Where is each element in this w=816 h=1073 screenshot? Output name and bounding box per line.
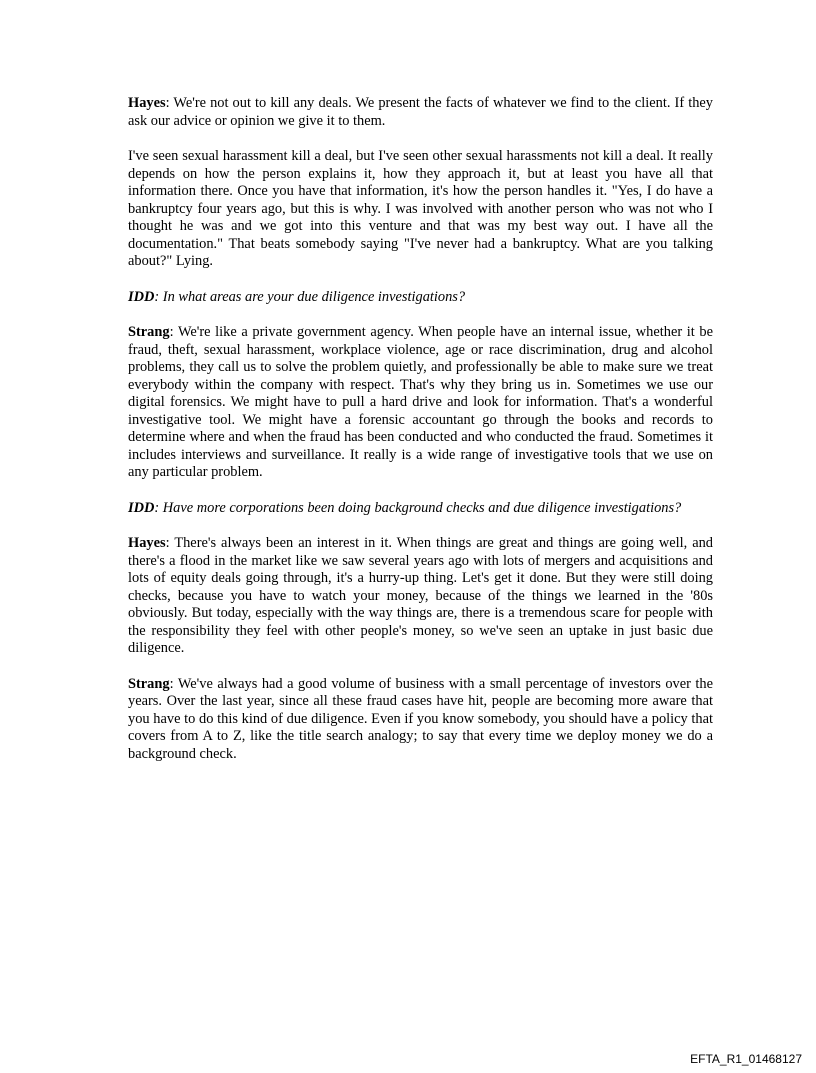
paragraph-strang-agency	[128, 324, 713, 482]
paragraph-sexual-harassment	[128, 148, 713, 271]
speaker-label: Strang	[128, 675, 170, 692]
paragraph-strang-volume	[128, 676, 713, 764]
document-body	[128, 95, 713, 781]
speaker-label: Strang	[128, 324, 170, 340]
speaker-label: Hayes	[128, 535, 166, 551]
paragraph-hayes-interest	[128, 535, 713, 658]
paragraph-text: : In what areas are your due diligence investigations?	[154, 288, 466, 305]
paragraph-text: I've seen sexual harassment kill a deal, but I've seen other sexual harassments not kill a deal. It really depends on how the person explains it, how they approach it, but at least you have all that information there. Once you have that information, it's how the person handles it. "Yes, I do have a bankruptcy four years ago, but this is why. I was involved with another person who was not who I thought he was and we got into this venture and that was my best way out. I have all the documentation." That beats somebody saying "I've never had a bankruptcy. What are you talking about?" Lying.	[128, 148, 713, 269]
paragraph-text: : There's always been an interest in it. When things are great and things are going well, and there's a flood in the market like we saw several years ago with lots of mergers and acquisitions and lots of equity deals going through, it's a hurry-up thing. Let's get it done. But they were still doing checks, because you have to watch your money, because of the things we learned in the '80s obviously. But today, especially with the way things are, there is a tremendous scare for people with the responsibility they feel with other people's money, so we've seen an uptake in just basic due diligence.	[128, 535, 713, 656]
paragraph-hayes-deals	[128, 95, 713, 130]
paragraph-text: : We've always had a good volume of business with a small percentage of investors over the years. Over the last year, since all these fraud cases have hit, people are becoming more aware that you have to do this kind of due diligence. Even if you know somebody, you should have a policy that covers from A to Z, like the title search analogy; to say that every time we deploy money we do a background check.	[128, 675, 713, 762]
document-id: EFTA_R1_01468127	[690, 1052, 802, 1066]
paragraph-text: : We're like a private government agency. When people have an internal issue, whether it be fraud, theft, sexual harassment, workplace violence, age or race discrimination, drug and alcohol problems, they call us to solve the problem quietly, and professionally be able to make sure we treat everybody within the company with respect. That's why they bring us in. Sometimes we use our digital forensics. We might have to pull a hard drive and look for information. That's a wonderful investigative tool. We might have a forensic accountant go through the books and records to determine where and when the fraud has been conducted and who conducted the fraud. Sometimes it includes interviews and surveillance. It really is a wide range of investigative tools that we use on any particular problem.	[128, 324, 713, 480]
question-background-checks	[128, 500, 713, 518]
paragraph-text: : Have more corporations been doing background checks and due diligence investigations?	[154, 499, 682, 516]
speaker-label: IDD	[128, 499, 155, 516]
speaker-label: Hayes	[128, 95, 166, 111]
question-due-diligence-areas	[128, 289, 713, 307]
speaker-label: IDD	[128, 288, 155, 305]
paragraph-text: : We're not out to kill any deals. We present the facts of whatever we find to the client. If they ask our advice or opinion we give it to them.	[128, 95, 713, 129]
